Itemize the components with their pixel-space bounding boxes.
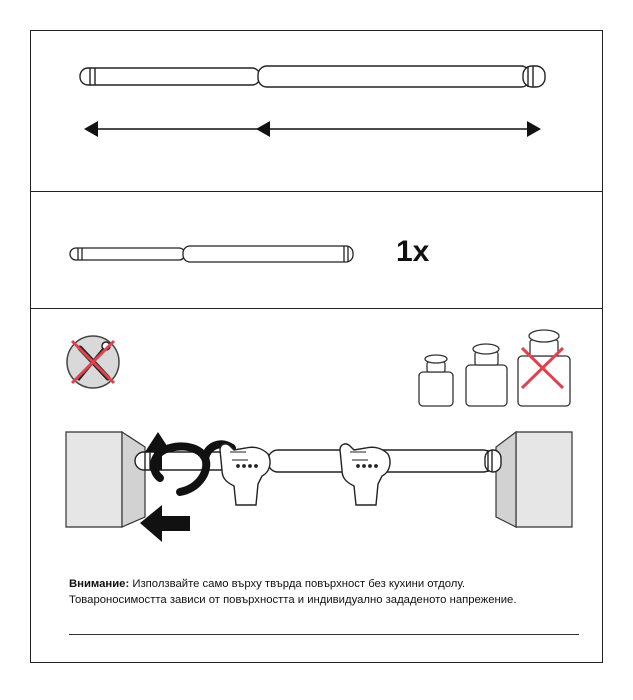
small-weight-icon [419, 355, 453, 406]
left-wall [66, 432, 145, 527]
push-left-arrow-icon [140, 505, 190, 542]
no-tools-icon [67, 336, 119, 388]
warning-line1: Използвайте само върху твърда повърхност без кухини отдолу. [132, 578, 465, 590]
medium-weight-icon [466, 344, 507, 406]
length-arrows [84, 121, 541, 137]
right-hand-icon [340, 444, 390, 505]
right-wall [496, 432, 572, 527]
quantity-label: 1x [396, 235, 430, 268]
installation-rod [135, 450, 501, 472]
warning-title: Внимание: [69, 578, 130, 590]
extended-rod [80, 66, 545, 87]
left-hand-icon [220, 444, 270, 505]
large-weight-crossed-icon [518, 330, 570, 406]
warning-line2: Товароносимостта зависи от повърхността и индивидуално зададеното напрежение. [69, 594, 517, 606]
rod-icon [70, 246, 353, 262]
